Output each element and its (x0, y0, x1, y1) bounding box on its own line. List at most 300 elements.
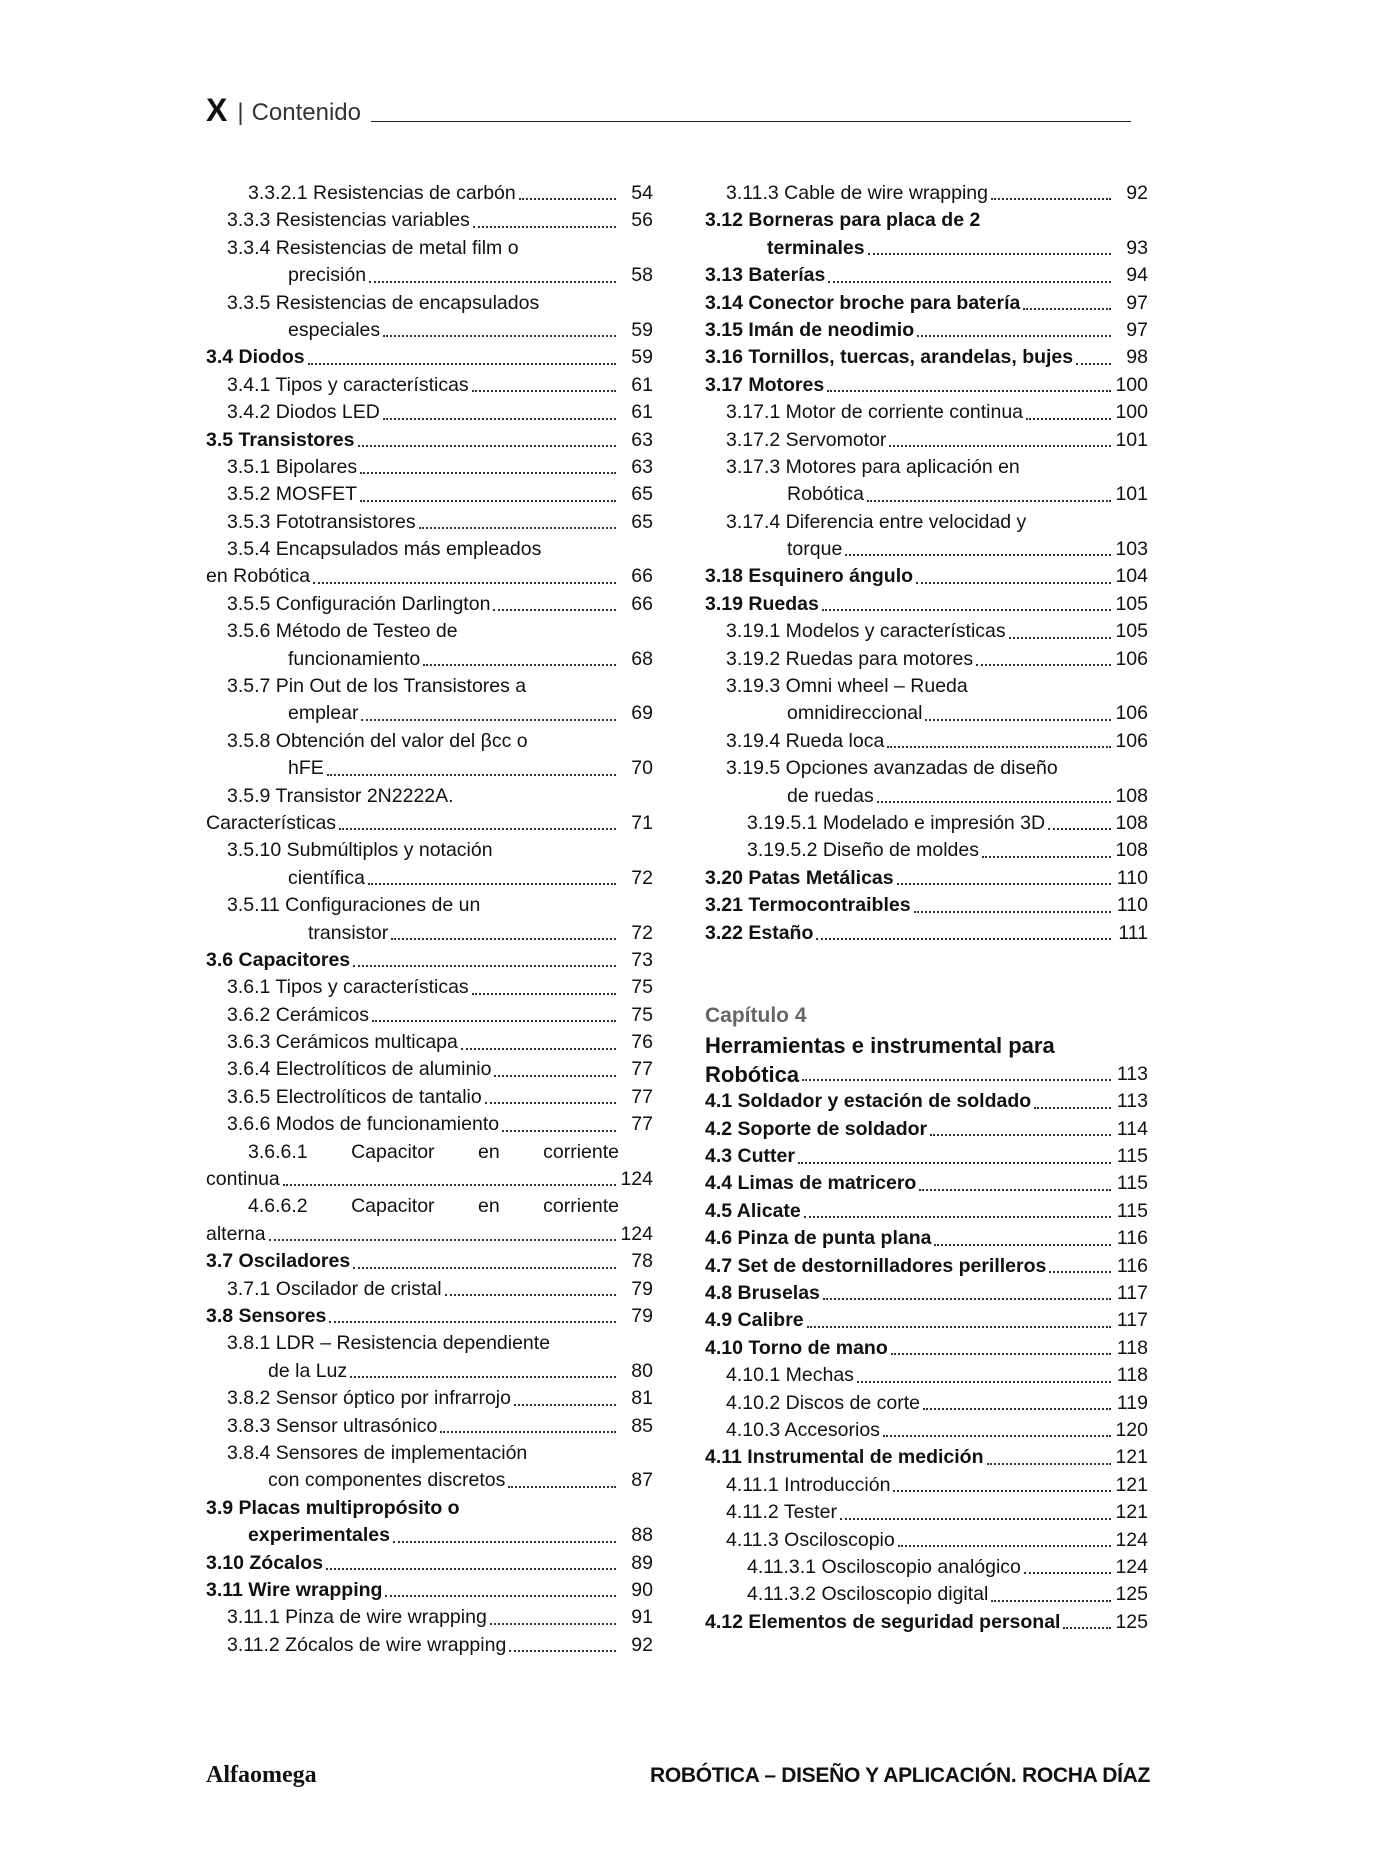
entry-title: 4.10.3 Accesorios (726, 1419, 880, 1441)
dot-leader (329, 1321, 616, 1323)
page-ref: 104 (1115, 565, 1148, 588)
entry-title: 3.9 Placas multipropósito o (206, 1496, 460, 1519)
toc-entry[interactable] (206, 755, 653, 782)
page-ref: 65 (631, 483, 653, 506)
entry-title: 3.8 Sensores (206, 1305, 327, 1327)
page-ref: 117 (1116, 1282, 1148, 1305)
page-ref: 87 (631, 1469, 653, 1492)
toc-entry[interactable] (705, 235, 1148, 262)
toc-entry[interactable] (206, 673, 653, 700)
dot-leader (313, 582, 616, 584)
toc-entry[interactable] (206, 1193, 653, 1220)
dot-leader (802, 1079, 1111, 1081)
entry-title: 4.9 Calibre (705, 1309, 804, 1332)
entry-title: 3.11.3 Cable de wire wrapping (726, 181, 988, 204)
dot-leader (930, 1134, 1111, 1136)
entry-title: 4.1 Soldador y estación de soldado (705, 1090, 1032, 1113)
toc-entry[interactable] (705, 1390, 1148, 1417)
entry-title: Robótica (787, 483, 864, 506)
dot-leader (827, 390, 1111, 392)
dot-leader (816, 938, 1111, 940)
dot-leader (494, 1075, 616, 1077)
entry-title: terminales (767, 236, 865, 259)
dot-leader (369, 281, 616, 283)
entry-title: 4.7 Set de destornilladores perilleros (705, 1254, 1047, 1277)
page-ref: 56 (631, 209, 653, 232)
page-ref: 118 (1116, 1336, 1148, 1359)
toc-entry[interactable] (206, 317, 653, 344)
toc-entry[interactable] (705, 892, 1148, 919)
page-ref: 124 (620, 1222, 653, 1245)
toc-entry[interactable] (705, 618, 1148, 645)
page-ref: 76 (631, 1031, 653, 1054)
entry-title: 3.6.2 Cerámicos (227, 1003, 369, 1026)
entry-title: 3.5.6 Método de Testeo de (227, 620, 458, 643)
dot-leader (308, 363, 616, 365)
entry-title: 3.5.11 Configuraciones de un (227, 894, 481, 917)
toc-entry[interactable] (206, 1029, 653, 1056)
toc-entry[interactable] (206, 728, 653, 755)
entry-title: 3.4 Diodos (206, 346, 305, 369)
entry-title: especiales (288, 318, 381, 341)
toc-entry[interactable] (705, 783, 1148, 810)
page-ref: 73 (631, 948, 653, 971)
entry-title: 3.11.1 Pinza de wire wrapping (227, 1606, 487, 1629)
entry-title: 3.5.1 Bipolares (227, 455, 358, 478)
dot-leader (353, 965, 616, 967)
toc-entry[interactable] (206, 454, 653, 481)
toc-entry[interactable] (206, 481, 653, 508)
entry-title: 4.10.1 Mechas (726, 1364, 854, 1387)
entry-title: 3.3.2.1 Resistencias de carbón (248, 181, 516, 204)
toc-entry[interactable] (206, 563, 653, 590)
dot-leader (889, 445, 1111, 447)
toc-entry[interactable] (206, 1385, 653, 1412)
toc-entry[interactable] (705, 1554, 1148, 1581)
toc-entry[interactable] (206, 947, 653, 974)
page-ref: 61 (631, 401, 653, 424)
dot-leader (385, 1595, 616, 1597)
page-ref: 124 (620, 1168, 653, 1191)
entry-title: 3.5.5 Configuración Darlington (227, 592, 491, 615)
entry-title: 4.11.3.1 Osciloscopio analógico (747, 1555, 1021, 1578)
toc-entry[interactable] (206, 1413, 653, 1440)
page-ref: 58 (631, 264, 653, 287)
toc-entry[interactable] (206, 399, 653, 426)
dot-leader (1009, 637, 1111, 639)
section-gap (705, 947, 1148, 1001)
page-ref: 106 (1115, 702, 1148, 725)
dot-leader (473, 226, 616, 228)
page-ref: 71 (631, 811, 653, 834)
toc-entry[interactable] (206, 810, 653, 837)
toc-entry[interactable] (705, 454, 1148, 481)
page-ref: 92 (631, 1633, 653, 1656)
toc-entry[interactable] (705, 1143, 1148, 1170)
entry-title: emplear (288, 702, 359, 725)
toc-entry[interactable] (705, 837, 1148, 864)
dot-leader (917, 335, 1111, 337)
page-ref: 116 (1116, 1227, 1148, 1250)
toc-entry[interactable] (206, 509, 653, 536)
page-ref: 124 (1115, 1528, 1148, 1551)
toc-entry[interactable] (705, 481, 1148, 508)
dot-leader (919, 1189, 1111, 1191)
chapter-number: Capítulo 4 (705, 1003, 807, 1027)
toc-entry[interactable] (705, 920, 1148, 947)
toc-entry[interactable] (705, 1225, 1148, 1252)
entry-title: 3.17.1 Motor de corriente continua (726, 401, 1024, 424)
toc-entry[interactable] (206, 646, 653, 673)
toc-entry[interactable] (206, 1303, 653, 1330)
toc-entry[interactable] (705, 700, 1148, 727)
page-ref: 77 (631, 1085, 653, 1108)
dot-leader (361, 719, 616, 721)
page-number-roman: X (206, 92, 228, 128)
toc-entry[interactable] (705, 262, 1148, 289)
toc-entry[interactable] (206, 1604, 653, 1631)
entry-title: 3.14 Conector broche para batería (705, 291, 1021, 314)
page-ref: 113 (1116, 1090, 1148, 1113)
page-ref: 79 (631, 1305, 653, 1327)
toc-entry[interactable] (206, 974, 653, 1001)
page-ref: 100 (1115, 401, 1148, 424)
entry-title: 4.11 Instrumental de medición (705, 1446, 984, 1469)
dot-leader (934, 1244, 1111, 1246)
dot-leader (982, 856, 1111, 858)
entry-title: torque (787, 538, 843, 561)
dot-leader (372, 1020, 616, 1022)
dot-leader (350, 1376, 616, 1378)
toc-entry[interactable] (705, 755, 1148, 782)
dot-leader (1023, 308, 1111, 310)
toc-entry[interactable] (206, 290, 653, 317)
dot-leader (923, 1408, 1111, 1410)
toc-entry[interactable] (705, 1499, 1148, 1526)
page-ref: 106 (1115, 729, 1148, 752)
entry-title: 3.19.4 Rueda loca (726, 729, 885, 752)
toc-entry[interactable] (206, 1550, 653, 1577)
entry-title: 3.7 Osciladores (206, 1250, 351, 1273)
toc-entry[interactable] (705, 1280, 1148, 1307)
toc-chapter3-continued (705, 180, 1148, 947)
header-separator: | (237, 99, 244, 126)
toc-entry[interactable] (206, 1221, 653, 1248)
dot-leader (887, 746, 1111, 748)
dot-leader (283, 1184, 616, 1186)
entry-title: 4.12 Elementos de seguridad personal (705, 1610, 1061, 1633)
entry-title: 3.5.7 Pin Out de los Transistores a (227, 675, 527, 698)
toc-entry[interactable] (705, 180, 1148, 207)
toc-entry[interactable] (206, 180, 653, 207)
dot-leader (339, 828, 616, 830)
dot-leader (360, 500, 616, 502)
entry-title: 4.6 Pinza de punta plana (705, 1227, 932, 1250)
entry-title: 3.16 Tornillos, tuercas, arandelas, bujes (705, 346, 1074, 369)
toc-entry[interactable] (206, 344, 653, 371)
toc-entry[interactable] (705, 344, 1148, 371)
toc-entry[interactable] (705, 1116, 1148, 1143)
toc-entry[interactable] (206, 262, 653, 289)
page-ref: 115 (1116, 1145, 1148, 1168)
entry-title: precisión (288, 264, 367, 287)
chapter-title-line2: Robótica (705, 1061, 800, 1087)
header-rule (371, 121, 1131, 122)
toc-entry[interactable] (206, 783, 653, 810)
page-ref: 110 (1116, 894, 1148, 917)
dot-leader (493, 609, 616, 611)
entry-title: de ruedas (787, 784, 874, 807)
toc-entry[interactable] (206, 1111, 653, 1138)
toc-entry[interactable] (206, 1358, 653, 1385)
entry-title: 4.2 Soporte de soldador (705, 1117, 928, 1140)
toc-entry[interactable] (206, 1276, 653, 1303)
page-ref: 80 (631, 1359, 653, 1382)
toc-entry[interactable] (206, 1057, 653, 1084)
page-ref: 75 (631, 976, 653, 999)
entry-title: 3.13 Baterías (705, 264, 826, 287)
toc-entry[interactable] (206, 372, 653, 399)
toc-entry[interactable] (705, 1307, 1148, 1334)
toc-entry[interactable] (705, 563, 1148, 590)
page-ref: 94 (1126, 264, 1148, 287)
entry-title: 3.5.4 Encapsulados más empleados (227, 538, 542, 561)
entry-title: 3.8.3 Sensor ultrasónico (227, 1414, 438, 1437)
entry-title: 4.10.2 Discos de corte (726, 1391, 921, 1414)
entry-title: 4.4 Limas de matricero (705, 1172, 917, 1195)
page-ref: 63 (631, 455, 653, 478)
entry-title: 3.5.2 MOSFET (227, 483, 358, 506)
dot-leader (845, 554, 1111, 556)
entry-title: 3.8.2 Sensor óptico por infrarrojo (227, 1387, 511, 1410)
entry-title: con componentes discretos (268, 1469, 506, 1492)
toc-entry[interactable] (705, 646, 1148, 673)
toc-entry[interactable] (705, 1198, 1148, 1225)
toc-entry[interactable] (206, 1577, 653, 1604)
page-ref: 88 (631, 1524, 653, 1547)
entry-title: 3.8.1 LDR – Resistencia dependiente (227, 1332, 551, 1355)
toc-entry[interactable] (206, 1084, 653, 1111)
toc-entry[interactable] (206, 536, 653, 563)
page-header (206, 92, 1131, 126)
entry-title: 3.20 Patas Metálicas (705, 866, 894, 889)
dot-leader (1034, 1107, 1111, 1109)
page-ref: 110 (1116, 866, 1148, 889)
entry-title: 3.19 Ruedas (705, 592, 819, 615)
toc-entry[interactable] (206, 920, 653, 947)
toc-entry[interactable] (206, 1330, 653, 1357)
entry-title: 3.4.1 Tipos y características (227, 373, 469, 396)
page-ref: 101 (1115, 428, 1148, 451)
entry-title: 3.6.3 Cerámicos multicapa (227, 1031, 458, 1054)
toc-entry[interactable] (705, 1581, 1148, 1608)
dot-leader (804, 1216, 1111, 1218)
book-title-footer: ROBÓTICA – DISEÑO Y APLICACIÓN. ROCHA DÍAZ (650, 1764, 1150, 1787)
page-ref: 108 (1115, 839, 1148, 862)
entry-title: transistor (308, 921, 389, 944)
page-ref: 105 (1115, 620, 1148, 643)
dot-leader (358, 445, 617, 447)
page-ref: 75 (631, 1003, 653, 1026)
dot-leader (916, 582, 1111, 584)
page-ref: 65 (631, 510, 653, 533)
page-ref: 89 (631, 1551, 653, 1574)
dot-leader (326, 1568, 616, 1570)
page-ref: 78 (631, 1250, 653, 1273)
toc-entry[interactable] (206, 207, 653, 234)
toc-entry[interactable] (705, 673, 1148, 700)
entry-title: continua (206, 1168, 280, 1191)
page-ref: 108 (1115, 784, 1148, 807)
toc-entry[interactable] (705, 1335, 1148, 1362)
dot-leader (798, 1162, 1111, 1164)
entry-title: 4.5 Alicate (705, 1199, 801, 1222)
toc-entry[interactable] (206, 427, 653, 454)
dot-leader (1063, 1627, 1111, 1629)
entry-title: 4.11.2 Tester (726, 1501, 837, 1524)
entry-title: 3.6.4 Electrolíticos de aluminio (227, 1058, 492, 1081)
toc-entry[interactable] (705, 317, 1148, 344)
toc-entry[interactable] (705, 591, 1148, 618)
dot-leader (461, 1048, 616, 1050)
dot-leader (391, 938, 616, 940)
toc-entry[interactable] (705, 1171, 1148, 1198)
toc-entry[interactable] (705, 1088, 1148, 1115)
page-ref: 111 (1118, 921, 1148, 944)
page-ref: 77 (631, 1113, 653, 1136)
page-ref: 77 (631, 1058, 653, 1081)
dot-leader (883, 1435, 1111, 1437)
entry-title: 3.5.8 Obtención del valor del βcc o (227, 729, 528, 752)
toc-entry[interactable] (705, 865, 1148, 892)
toc-entry[interactable] (705, 728, 1148, 755)
dot-leader (991, 1600, 1111, 1602)
entry-title: 3.17.4 Diferencia entre velocidad y (726, 510, 1027, 533)
toc-entry[interactable] (705, 207, 1148, 234)
toc-chapter4 (705, 1088, 1148, 1636)
entry-title: 4.3 Cutter (705, 1145, 795, 1168)
page-ref: 63 (631, 428, 653, 451)
toc-entry[interactable] (206, 591, 653, 618)
entry-title: 3.5 Transistores (206, 428, 355, 451)
dot-leader (423, 664, 616, 666)
dot-leader (383, 335, 616, 337)
toc-entry[interactable] (206, 892, 653, 919)
page-ref: 113 (1116, 1062, 1148, 1085)
dot-leader (868, 253, 1111, 255)
header-title: Contenido (251, 99, 361, 126)
toc-entry[interactable] (705, 1061, 1148, 1088)
toc-entry[interactable] (705, 1362, 1148, 1389)
entry-title: 3.17 Motores (705, 373, 825, 396)
chapter-title-line1 (705, 1031, 1148, 1061)
dot-leader (991, 198, 1111, 200)
toc-entry[interactable] (206, 837, 653, 864)
toc-entry[interactable] (206, 1166, 653, 1193)
dot-leader (514, 1404, 616, 1406)
toc-entry[interactable] (705, 810, 1148, 837)
entry-title: 3.19.2 Ruedas para motores (726, 647, 974, 670)
dot-leader (508, 1486, 616, 1488)
dot-leader (914, 911, 1111, 913)
toc-entry[interactable] (206, 1139, 653, 1166)
toc-entry[interactable] (705, 1253, 1148, 1280)
dot-leader (327, 774, 616, 776)
toc-entry[interactable] (206, 1632, 653, 1659)
page-ref: 121 (1115, 1501, 1148, 1524)
entry-title: 3.7.1 Oscilador de cristal (227, 1277, 442, 1300)
page-ref: 66 (631, 565, 653, 588)
toc-entry[interactable] (705, 290, 1148, 317)
page-ref: 114 (1116, 1117, 1148, 1140)
page-ref: 85 (631, 1414, 653, 1437)
toc-entry[interactable] (705, 399, 1148, 426)
toc-entry[interactable] (705, 509, 1148, 536)
page-ref: 115 (1116, 1172, 1148, 1195)
entry-title: 3.19.3 Omni wheel – Rueda (726, 675, 968, 698)
dot-leader (857, 1381, 1111, 1383)
page-ref: 91 (631, 1606, 653, 1629)
toc-entry[interactable] (705, 536, 1148, 563)
entry-title: alterna (206, 1222, 266, 1245)
toc-entry[interactable] (206, 1440, 653, 1467)
entry-title: 4.10 Torno de mano (705, 1336, 888, 1359)
dot-leader (891, 1353, 1111, 1355)
entry-title: 3.10 Zócalos (206, 1551, 324, 1574)
page-ref: 81 (631, 1387, 653, 1410)
entry-title: 3.19.5 Opciones avanzadas de diseño (726, 757, 1058, 780)
toc-entry[interactable] (206, 1467, 653, 1494)
toc-entry[interactable] (705, 1472, 1148, 1499)
toc-entry[interactable] (705, 372, 1148, 399)
entry-title: 3.3.4 Resistencias de metal film o (227, 236, 519, 259)
toc-entry[interactable] (206, 700, 653, 727)
toc-right-column (705, 180, 1148, 1636)
toc-entry[interactable] (705, 1609, 1148, 1636)
entry-title: de la Luz (268, 1359, 348, 1382)
dot-leader (383, 418, 616, 420)
dot-leader (440, 1431, 616, 1433)
page-ref: 116 (1116, 1254, 1148, 1277)
dot-leader (368, 883, 616, 885)
toc-entry[interactable] (705, 1527, 1148, 1554)
dot-leader (393, 1541, 616, 1543)
dot-leader (925, 719, 1111, 721)
toc-entry[interactable] (206, 1248, 653, 1275)
toc-entry[interactable] (206, 618, 653, 645)
page-ref: 125 (1115, 1583, 1148, 1606)
entry-title: 3.12 Borneras para placa de 2 (705, 209, 981, 232)
publisher-logo: Alfaomega (206, 1762, 317, 1788)
toc-entry[interactable] (206, 1002, 653, 1029)
page-ref: 69 (631, 702, 653, 725)
dot-leader (472, 390, 616, 392)
entry-title: 4.11.3.2 Osciloscopio digital (747, 1583, 989, 1606)
dot-leader (807, 1326, 1111, 1328)
toc-entry[interactable] (206, 1522, 653, 1549)
toc-entry[interactable] (705, 1417, 1148, 1444)
entry-title: 3.11.2 Zócalos de wire wrapping (227, 1633, 507, 1656)
toc-entry[interactable] (705, 1444, 1148, 1471)
toc-entry[interactable] (206, 1495, 653, 1522)
entry-title: científica (288, 866, 365, 889)
toc-entry[interactable] (206, 235, 653, 262)
entry-title: 3.3.3 Resistencias variables (227, 209, 470, 232)
toc-entry[interactable] (705, 427, 1148, 454)
toc-entry[interactable] (206, 865, 653, 892)
page-ref: 108 (1115, 811, 1148, 834)
page-ref: 66 (631, 592, 653, 615)
